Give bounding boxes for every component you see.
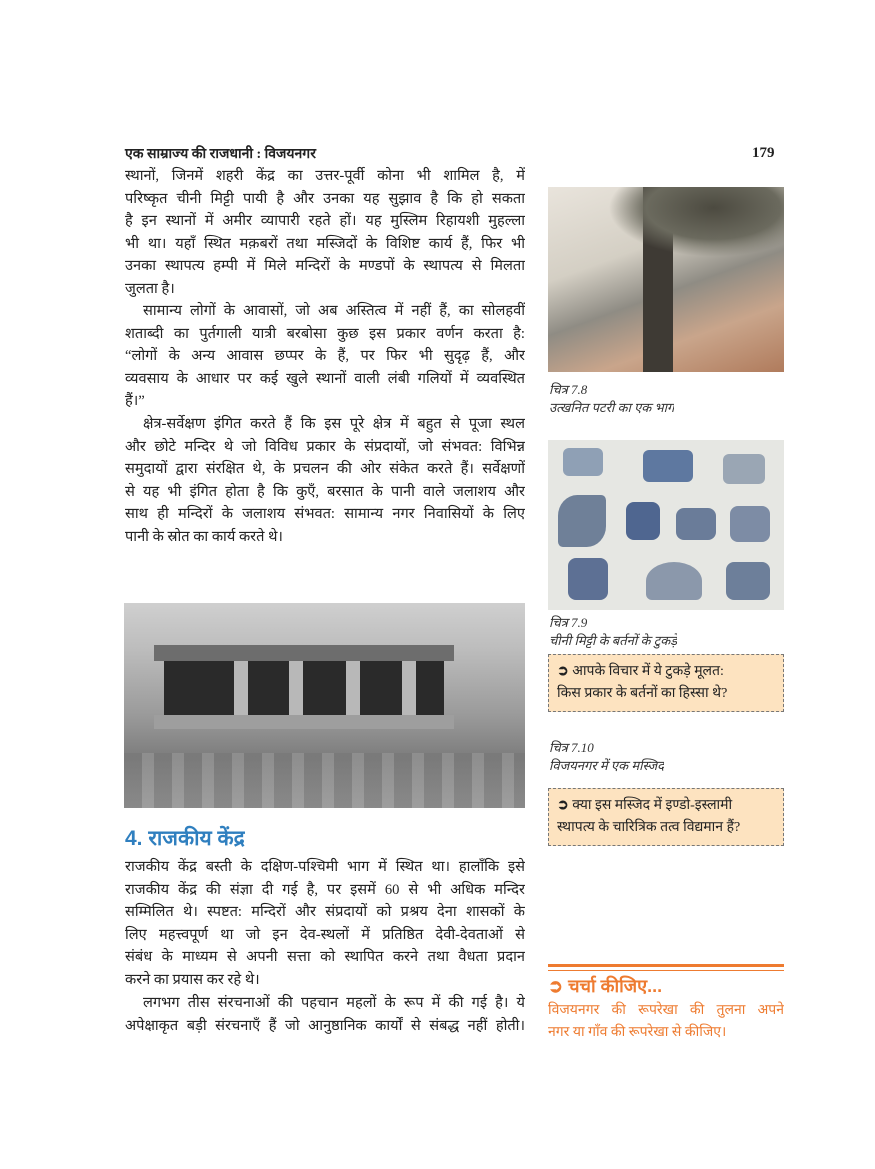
paragraph-3 bbox=[125, 413, 525, 548]
text-line: से यह भी इंगित होता है कि कुएँ, बरसात के पानी वाले जलाशय और bbox=[125, 483, 525, 500]
text-line: हैं।” bbox=[125, 393, 145, 409]
question-box-1 bbox=[548, 654, 784, 712]
figure-7-10-caption bbox=[549, 739, 664, 775]
question-text: आपके विचार में ये टुकड़े मूलत: bbox=[572, 664, 724, 679]
text-line: करने का प्रयास कर रहे थे। bbox=[125, 971, 260, 988]
paragraph-5 bbox=[125, 992, 525, 1037]
orange-rule bbox=[548, 964, 784, 967]
text-line: स्थानों, जिनमें शहरी केंद्र का उत्तर-पूर्वी कोना भी शामिल है, में bbox=[125, 168, 525, 184]
question-text: स्थापत्य के चारित्रिक तत्व विद्यमान हैं? bbox=[557, 820, 741, 835]
paragraph-4 bbox=[125, 856, 525, 991]
figure-caption: विजयनगर में एक मस्जिद bbox=[549, 758, 665, 773]
discuss-text bbox=[548, 1000, 784, 1044]
text-line: राजकीय केंद्र की संज्ञा दी गई है, पर इसमें 60 से भी अधिक मन्दिर bbox=[125, 881, 525, 898]
text-line: संबंध के माध्यम से अपनी सत्ता को स्थापित करने तथा वैधता प्रदान bbox=[125, 949, 525, 965]
figure-number: चित्र 7.8 bbox=[549, 382, 588, 397]
figure-number: चित्र 7.9 bbox=[549, 615, 588, 630]
excavated-road-photo bbox=[548, 187, 784, 372]
text-line: क्षेत्र-सर्वेक्षण इंगित करते हैं कि इस पूरे क्षेत्र में बहुत से पूजा स्थल bbox=[143, 416, 525, 432]
discuss-heading bbox=[548, 974, 662, 998]
text-line: लगभग तीस संरचनाओं की पहचान महलों के रूप में की गई है। ये bbox=[143, 995, 525, 1011]
text-line: समुदायों द्वारा संरक्षित थे, के प्रचलन की ओर संकेत करते हैं। सर्वेक्षणों bbox=[125, 461, 525, 477]
question-text: क्या इस मस्जिद में इण्डो-इस्लामी bbox=[572, 798, 733, 813]
text-line: और छोटे मन्दिर थे जो विविध प्रकार के संप्रदायों, जो संभवत: विभिन्न bbox=[125, 438, 525, 455]
figure-caption: चीनी मिट्टी के बर्तनों के टुकड़े bbox=[549, 633, 678, 648]
text-line: राजकीय केंद्र बस्ती के दक्षिण-पश्चिमी भाग में स्थित था। हालाँकि इसे bbox=[125, 859, 525, 875]
figure-number: चित्र 7.10 bbox=[549, 740, 594, 755]
text-line: अपेक्षाकृत बड़ी संरचनाएँ हैं जो आनुष्ठानिक कार्यों से संबद्ध नहीं होती। bbox=[125, 1017, 525, 1034]
discuss-title: चर्चा कीजिए... bbox=[568, 976, 663, 996]
paragraph-2 bbox=[125, 300, 525, 413]
text-line: लिए महत्त्वपूर्ण था जो इन देव-स्थलों में प्रतिष्ठित देवी-देवताओं से bbox=[125, 926, 525, 943]
arrow-icon: ➲ bbox=[548, 976, 564, 996]
text-line: व्यवसाय के आधार पर कई खुले स्थानों वाली लंबी गलियों में व्यवस्थित bbox=[125, 370, 525, 387]
porcelain-shards-photo bbox=[548, 440, 784, 610]
figure-7-9-caption bbox=[549, 614, 677, 650]
text-line: सम्मिलित थे। स्पष्टत: मन्दिरों और संप्रदायों को प्रश्रय देना शासकों के bbox=[125, 904, 525, 920]
running-title: एक साम्राज्य की राजधानी : विजयनगर bbox=[125, 147, 316, 162]
text-line: विजयनगर की रूपरेखा की तुलना अपने bbox=[548, 1003, 784, 1018]
text-line: उनका स्थापत्य हम्पी में मिले मन्दिरों के मण्डपों के स्थापत्य से मिलता bbox=[125, 258, 525, 274]
page-number: 179 bbox=[752, 145, 775, 161]
text-line: नगर या गाँव की रूपरेखा से कीजिए। bbox=[548, 1025, 727, 1040]
question-text: किस प्रकार के बर्तनों का हिस्सा थे? bbox=[557, 686, 728, 701]
text-line: सामान्य लोगों के आवासों, जो अब अस्तित्व में नहीं हैं, का सोलहवीं bbox=[143, 303, 525, 319]
text-line: है इन स्थानों में अमीर व्यापारी रहते हों। यह मुस्लिम रिहायशी मुहल्ला bbox=[125, 213, 525, 229]
text-line: “लोगों के अन्य आवास छप्पर के हैं, पर फिर भी सुदृढ़ हैं, और bbox=[125, 348, 525, 364]
question-box-2 bbox=[548, 788, 784, 846]
text-line: भी था। यहाँ स्थित मक़बरों तथा मस्जिदों के विशिष्ट कार्य हैं, फिर भी bbox=[125, 235, 525, 252]
text-line: शताब्दी का पुर्तगाली यात्री बरबोसा कुछ इस प्रकार वर्णन करता है: bbox=[125, 325, 525, 342]
text-line: जुलता है। bbox=[125, 280, 175, 297]
text-line: परिष्कृत चीनी मिट्टी पायी है और उनका यह सुझाव है कि हो सकता bbox=[125, 190, 525, 207]
paragraph-1 bbox=[125, 165, 525, 300]
mosque-photo bbox=[124, 603, 525, 808]
arrow-icon: ➲ bbox=[557, 664, 569, 679]
orange-rule-thin bbox=[548, 970, 784, 971]
text-line: साथ ही मन्दिरों के जलाशय संभवत: सामान्य नगर निवासियों के लिए bbox=[125, 506, 525, 522]
section-heading: 4. राजकीय केंद्र bbox=[125, 827, 245, 850]
text-line: पानी के स्रोत का कार्य करते थे। bbox=[125, 528, 283, 545]
figure-caption: उत्खनित पटरी का एक भाग bbox=[549, 400, 675, 415]
figure-7-8-caption bbox=[549, 381, 674, 417]
arrow-icon: ➲ bbox=[557, 798, 569, 813]
